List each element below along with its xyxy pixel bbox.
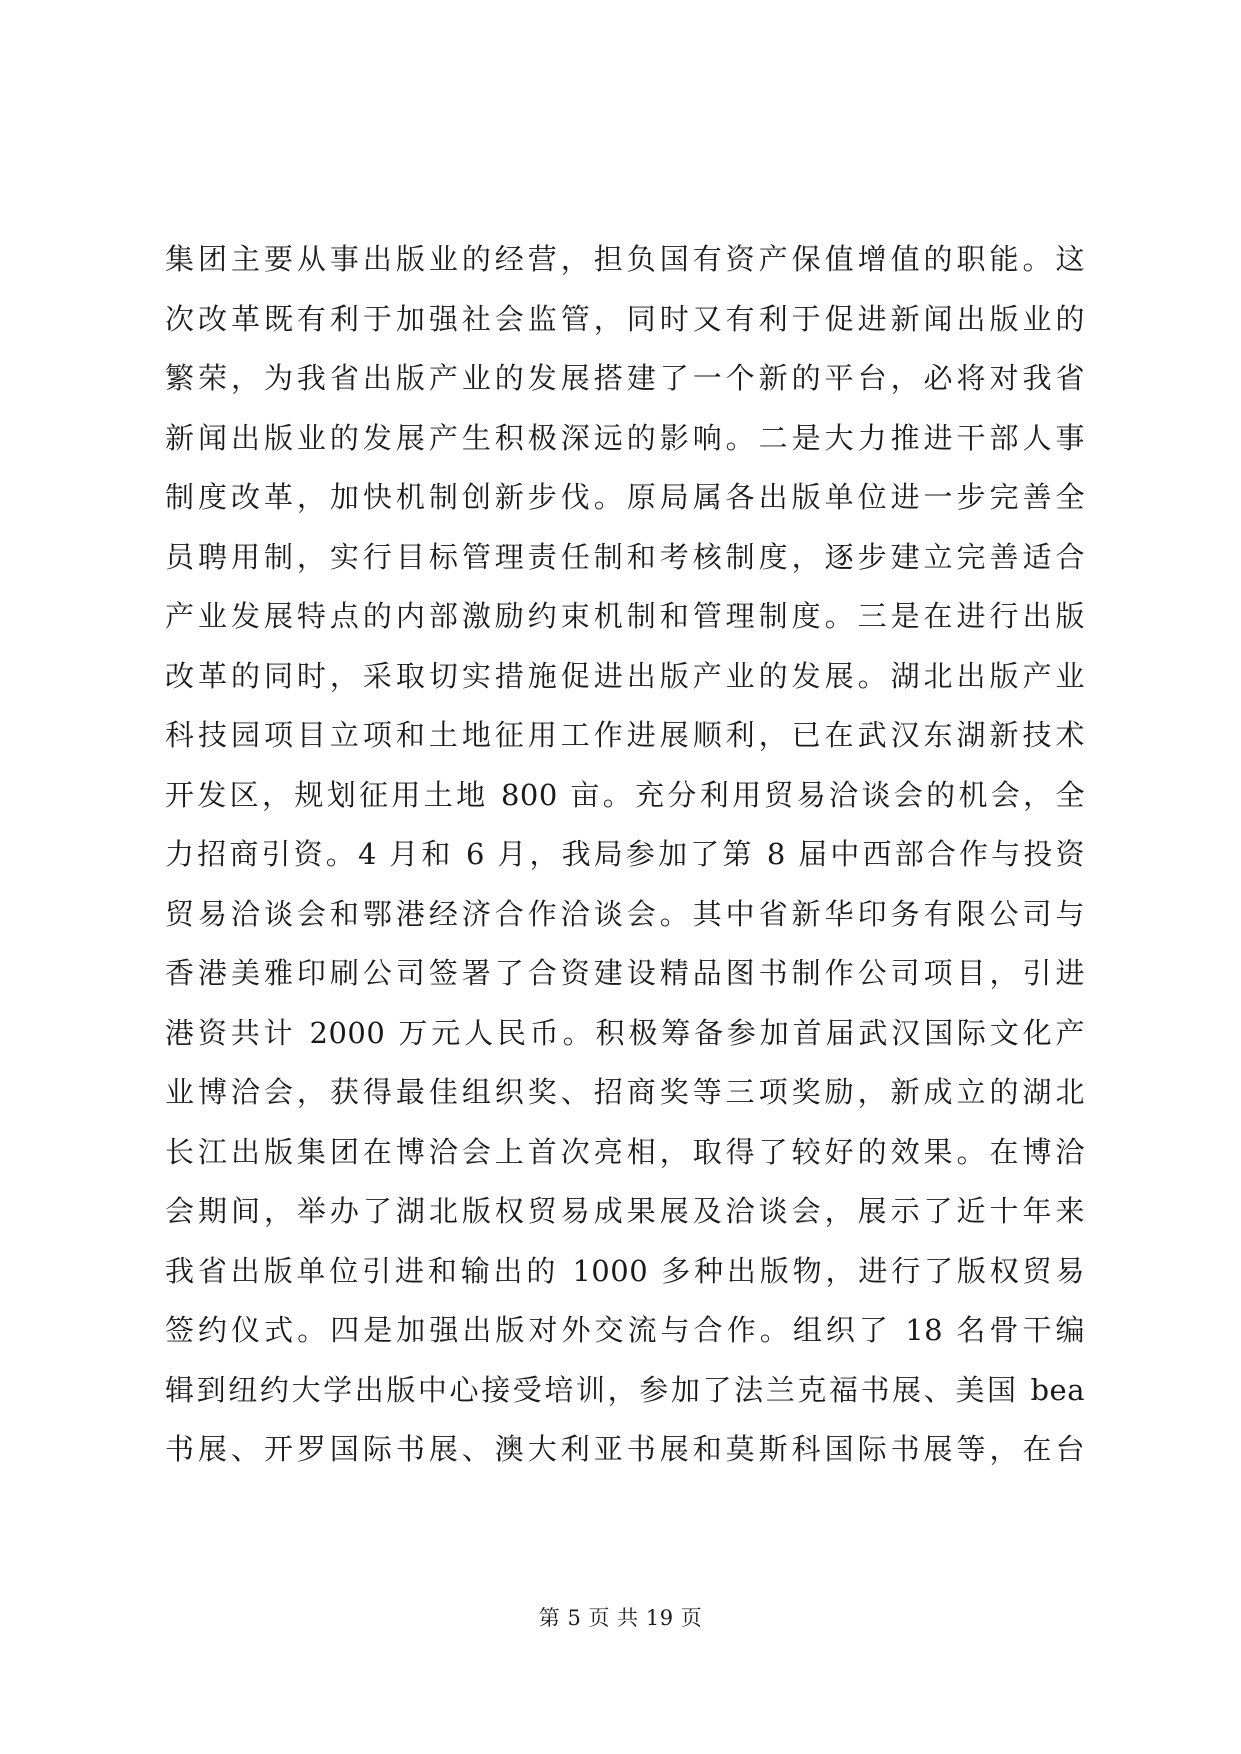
text-line: 科技园项目立项和土地征用工作进展顺利，已在武汉东湖新技术	[165, 718, 1085, 752]
text-line: 签约仪式。四是加强出版对外交流与合作。组织了 18 名骨干编	[165, 1313, 1085, 1347]
text-line: 员聘用制，实行目标管理责任制和考核制度，逐步建立完善适合	[165, 539, 1085, 574]
text-line: 书展、开罗国际书展、澳大利亚书展和莫斯科国际书展等，在台	[165, 1432, 1085, 1466]
text-line: 集团主要从事出版业的经营，担负国有资产保值增值的职能。这	[165, 242, 1085, 276]
text-line: 开发区，规划征用土地 800 亩。充分利用贸易洽谈会的机会，全	[165, 777, 1085, 812]
text-line: 制度改革，加快机制创新步伐。原局属各出版单位进一步完善全	[165, 480, 1085, 514]
text-line: 产业发展特点的内部激励约束机制和管理制度。三是在进行出版	[165, 599, 1085, 633]
text-line: 长江出版集团在博洽会上首次亮相，取得了较好的效果。在博洽	[165, 1134, 1085, 1169]
text-line: 会期间，举办了湖北版权贸易成果展及洽谈会，展示了近十年来	[165, 1194, 1085, 1228]
text-line: 我省出版单位引进和输出的 1000 多种出版物，进行了版权贸易	[165, 1253, 1085, 1288]
text-line: 力招商引资。4 月和 6 月，我局参加了第 8 届中西部合作与投资	[165, 837, 1085, 871]
body-text	[165, 230, 1085, 1480]
text-line: 繁荣，为我省出版产业的发展搭建了一个新的平台，必将对我省	[165, 361, 1085, 395]
text-line: 辑到纽约大学出版中心接受培训，参加了法兰克福书展、美国 bea	[165, 1372, 1085, 1407]
text-line: 香港美雅印刷公司签署了合资建设精品图书制作公司项目，引进	[165, 956, 1085, 990]
text-line: 贸易洽谈会和鄂港经济合作洽谈会。其中省新华印务有限公司与	[165, 896, 1085, 931]
text-line: 业博洽会，获得最佳组织奖、招商奖等三项奖励，新成立的湖北	[165, 1075, 1085, 1109]
text-line: 改革的同时，采取切实措施促进出版产业的发展。湖北出版产业	[165, 658, 1085, 693]
text-line: 新闻出版业的发展产生积极深远的影响。二是大力推进干部人事	[165, 420, 1085, 455]
text-line: 次改革既有利于加强社会监管，同时又有利于促进新闻出版业的	[165, 301, 1085, 336]
text-line: 港资共计 2000 万元人民币。积极筹备参加首届武汉国际文化产	[165, 1015, 1085, 1050]
page-number-footer: 第 5 页 共 19 页	[538, 1606, 703, 1630]
